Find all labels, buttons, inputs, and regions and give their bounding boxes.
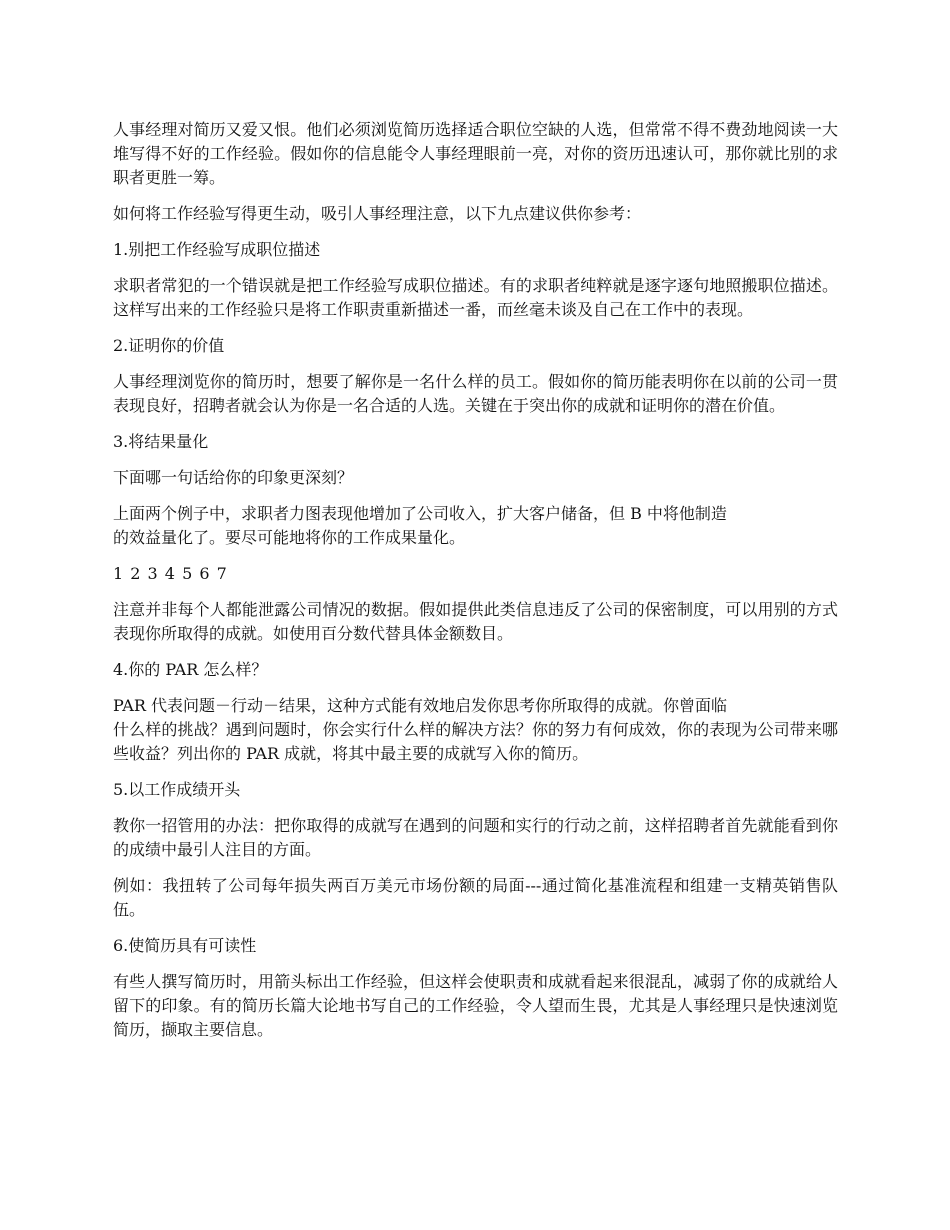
- section-6-paragraph: 有些人撰写简历时，用箭头标出工作经验，但这样会使职责和成就看起来很混乱，减弱了你的成就给人留下的印象。有的简历长篇大论地书写自己的工作经验，令人望而生畏，尤其是人事经理只是快速浏览简历，撷取主要信息。: [113, 972, 838, 1039]
- section-5-example: 例如：我扭转了公司每年损失两百万美元市场份额的局面---通过简化基准流程和组建一支精英销售队伍。: [113, 876, 838, 919]
- section-5-paragraph: 教你一招管用的办法：把你取得的成就写在遇到的问题和实行的行动之前，这样招聘者首先就能看到你的成绩中最引人注目的方面。: [113, 816, 838, 859]
- section-heading-6: 6.使简历具有可读性: [113, 936, 257, 955]
- section-heading-5: 5.以工作成绩开头: [113, 780, 241, 799]
- section-heading-3: 3.将结果量化: [113, 432, 209, 451]
- section-3-paragraph: 上面两个例子中，求职者力图表现他增加了公司收入，扩大客户储备，但 B 中将他制造 的效益量化了。要尽可能地将你的工作成果量化。: [113, 504, 727, 547]
- section-2-paragraph: 人事经理浏览你的简历时，想要了解你是一名什么样的员工。假如你的简历能表明你在以前的公司一贯表现良好，招聘者就会认为你是一名合适的人选。关键在于突出你的成就和证明你的潜在价值。: [113, 372, 838, 415]
- number-sequence: 1 2 3 4 5 6 7: [113, 564, 228, 583]
- section-heading-4: 4.你的 PAR 怎么样？: [113, 660, 268, 679]
- section-heading-2: 2.证明你的价值: [113, 336, 225, 355]
- suggestions-intro: 如何将工作经验写得更生动，吸引人事经理注意，以下九点建议供你参考：: [113, 204, 642, 223]
- section-1-paragraph: 求职者常犯的一个错误就是把工作经验写成职位描述。有的求职者纯粹就是逐字逐句地照搬职位描述。这样写出来的工作经验只是将工作职责重新描述一番，而丝毫未谈及自己在工作中的表现。: [113, 276, 838, 319]
- section-3-question: 下面哪一句话给你的印象更深刻？: [113, 468, 354, 487]
- document-body: [113, 118, 838, 1054]
- intro-paragraph: 人事经理对简历又爱又恨。他们必须浏览简历选择适合职位空缺的人选，但常常不得不费劲地阅读一大堆写得不好的工作经验。假如你的信息能令人事经理眼前一亮，对你的资历迅速认可，那你就比别的求职者更胜一筹。: [113, 120, 838, 187]
- section-4-paragraph: PAR 代表问题－行动－结果，这种方式能有效地启发你思考你所取得的成就。你曾面临 什么样的挑战？遇到问题时，你会实行什么样的解决方法？你的努力有何成效，你的表现为公司带来哪些收益？列出你的 PAR 成就，将其中最主要的成就写入你的简历。: [113, 696, 838, 763]
- section-3-note: 注意并非每个人都能泄露公司情况的数据。假如提供此类信息违反了公司的保密制度，可以用别的方式表现你所取得的成就。如使用百分数代替具体金额数目。: [113, 600, 838, 643]
- section-heading-1: 1.别把工作经验写成职位描述: [113, 240, 321, 259]
